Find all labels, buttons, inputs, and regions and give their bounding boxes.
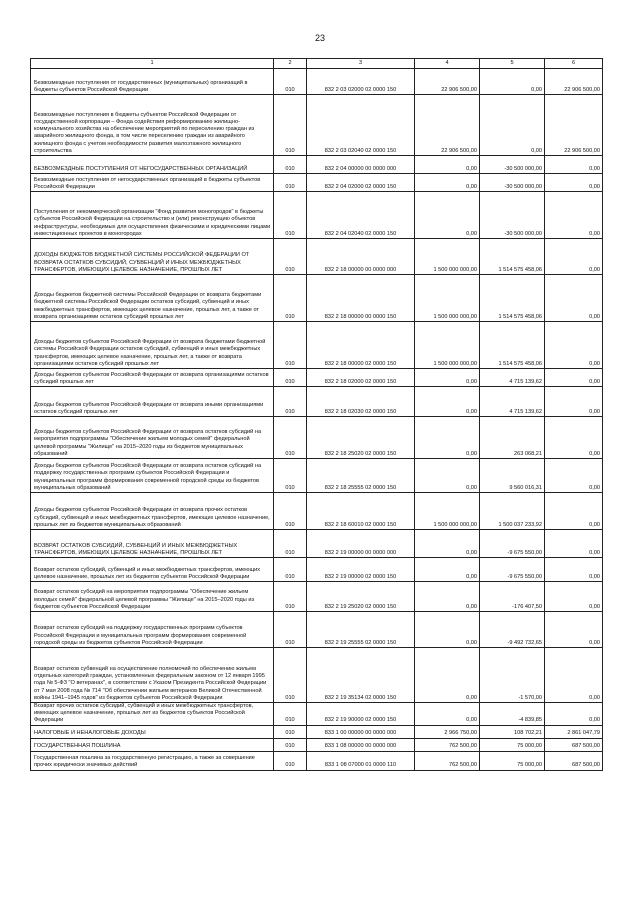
row-budget-code: 832 2 04 02040 02 0000 150 (307, 192, 415, 239)
row-line-code: 010 (274, 192, 307, 239)
row-budget-code: 833 1 08 07000 01 0000 110 (307, 751, 415, 770)
row-budget-code: 832 2 18 02030 02 0000 150 (307, 387, 415, 417)
table-row (31, 369, 603, 387)
row-description: БЕЗВОЗМЕЗДНЫЕ ПОСТУПЛЕНИЯ ОТ НЕГОСУДАРСТВЕННЫХ ОРГАНИЗАЦИЙ (31, 156, 274, 174)
row-executed-amount: 1 500 037 233,92 (480, 493, 545, 530)
row-executed-amount: -30 500 000,00 (480, 174, 545, 192)
table-row (31, 738, 603, 751)
table-row (31, 558, 603, 582)
row-approved-amount: 1 500 000 000,00 (415, 275, 480, 322)
row-approved-amount: 0,00 (415, 612, 480, 648)
row-description: Доходы бюджетов субъектов Российской Федерации от возврата иными организациями остатков субсидий прошлых лет (31, 387, 274, 417)
row-budget-code: 832 2 19 90000 02 0000 150 (307, 703, 415, 726)
row-executed-amount: 75 000,00 (480, 751, 545, 770)
row-approved-amount: 2 966 750,00 (415, 725, 480, 738)
row-executed-amount: 1 514 575 458,06 (480, 275, 545, 322)
row-description: ДОХОДЫ БЮДЖЕТОВ БЮДЖЕТНОЙ СИСТЕМЫ РОССИЙСКОЙ ФЕДЕРАЦИИ ОТ ВОЗВРАТА ОСТАТКОВ СУБСИДИЙ, СУБВЕНЦИЙ И ИНЫХ МЕЖБЮДЖЕТНЫХ ТРАНСФЕРТОВ, ИМЕЮЩИХ ЦЕЛЕВОЕ НАЗНАЧЕНИЕ, ПРОШЛЫХ ЛЕТ (31, 239, 274, 275)
row-approved-amount: 0,00 (415, 530, 480, 558)
row-approved-amount: 22 906 500,00 (415, 69, 480, 95)
row-line-code: 010 (274, 530, 307, 558)
row-line-code: 010 (274, 738, 307, 751)
table-row (31, 530, 603, 558)
table-row (31, 174, 603, 192)
table-row (31, 275, 603, 322)
row-budget-code: 832 2 18 25020 02 0000 150 (307, 417, 415, 459)
row-unexecuted-amount: 0,00 (545, 648, 603, 703)
row-executed-amount: -176 407,50 (480, 582, 545, 612)
table-row (31, 648, 603, 703)
row-unexecuted-amount: 687 500,00 (545, 751, 603, 770)
row-description: Возврат прочих остатков субсидий, субвенций и иных межбюджетных трансфертов, имеющих целевое назначение, прошлых лет из бюджетов субъектов Российской Федерации (31, 703, 274, 726)
row-unexecuted-amount: 0,00 (545, 612, 603, 648)
row-unexecuted-amount: 0,00 (545, 459, 603, 493)
budget-table (30, 58, 603, 771)
row-line-code: 010 (274, 322, 307, 369)
row-executed-amount: 9 560 016,31 (480, 459, 545, 493)
row-description: ГОСУДАРСТВЕННАЯ ПОШЛИНА (31, 738, 274, 751)
row-approved-amount: 0,00 (415, 582, 480, 612)
header-cell: 3 (307, 59, 415, 69)
row-line-code: 010 (274, 417, 307, 459)
table-row (31, 751, 603, 770)
row-line-code: 010 (274, 612, 307, 648)
row-description: Доходы бюджетов бюджетной системы Российской Федерации от возврата бюджетами бюджетной системы Российской Федерации остатков субсидий, субвенций и иных межбюджетных трансфертов, имеющих целевое назначение, прошлых лет, а также от возврата организациями остатков субсидий прошлых лет (31, 275, 274, 322)
row-executed-amount: -4 839,85 (480, 703, 545, 726)
row-unexecuted-amount: 0,00 (545, 493, 603, 530)
row-executed-amount: -9 675 550,00 (480, 558, 545, 582)
row-line-code: 010 (274, 275, 307, 322)
row-approved-amount: 0,00 (415, 558, 480, 582)
row-budget-code: 832 2 18 00000 02 0000 150 (307, 322, 415, 369)
row-executed-amount: -9 675 550,00 (480, 530, 545, 558)
row-approved-amount: 0,00 (415, 459, 480, 493)
row-budget-code: 833 1 08 00000 00 0000 000 (307, 738, 415, 751)
row-description: Возврат остатков субсидий на мероприятия подпрограммы "Обеспечение жильем молодых семей" федеральной целевой программы "Жилище" на 2015–2020 годы из бюджетов субъектов Российской Федерации (31, 582, 274, 612)
row-line-code: 010 (274, 582, 307, 612)
row-description: Безвозмездные поступления от государственных (муниципальных) организаций в бюджеты субъектов Российской Федерации (31, 69, 274, 95)
row-executed-amount: 75 000,00 (480, 738, 545, 751)
row-line-code: 010 (274, 493, 307, 530)
row-description: Возврат остатков субвенций на осуществление полномочий по обеспечению жильем отдельных категорий граждан, установленных федеральным законом от 12 января 1995 года № 5-ФЗ "О ветеранах", в соответствии с Указом Президента Российской Федерации от 7 мая 2008 года № 714 "Об обеспечении жильем ветеранов Великой Отечественной войны 1941–1945 годов" из бюджетов субъектов Российской Федерации (31, 648, 274, 703)
row-unexecuted-amount: 2 861 047,79 (545, 725, 603, 738)
row-approved-amount: 0,00 (415, 417, 480, 459)
row-line-code: 010 (274, 387, 307, 417)
table-row (31, 725, 603, 738)
row-budget-code: 832 2 18 00000 00 0000 150 (307, 275, 415, 322)
row-budget-code: 832 2 19 35134 02 0000 150 (307, 648, 415, 703)
row-unexecuted-amount: 0,00 (545, 369, 603, 387)
row-unexecuted-amount: 687 500,00 (545, 738, 603, 751)
row-approved-amount: 0,00 (415, 192, 480, 239)
row-line-code: 010 (274, 558, 307, 582)
row-executed-amount: -30 500 000,00 (480, 156, 545, 174)
row-budget-code: 832 2 18 00000 00 0000 000 (307, 239, 415, 275)
row-line-code: 010 (274, 459, 307, 493)
row-unexecuted-amount: 0,00 (545, 582, 603, 612)
row-description: Доходы бюджетов субъектов Российской Федерации от возврата остатков субсидий на мероприятия подпрограммы "Обеспечение жильем молодых семей" федеральной целевой программы "Жилище" на 2015–2020 годы из бюджетов муниципальных образований (31, 417, 274, 459)
row-unexecuted-amount: 0,00 (545, 156, 603, 174)
table-row (31, 239, 603, 275)
row-line-code: 010 (274, 369, 307, 387)
table-row (31, 417, 603, 459)
row-line-code: 010 (274, 751, 307, 770)
row-executed-amount: 4 715 139,62 (480, 387, 545, 417)
row-executed-amount: -9 492 732,65 (480, 612, 545, 648)
row-line-code: 010 (274, 725, 307, 738)
row-budget-code: 832 2 18 60010 02 0000 150 (307, 493, 415, 530)
page-number: 23 (314, 33, 325, 43)
row-description: НАЛОГОВЫЕ И НЕНАЛОГОВЫЕ ДОХОДЫ (31, 725, 274, 738)
row-budget-code: 832 2 19 00000 02 0000 150 (307, 558, 415, 582)
table-row (31, 192, 603, 239)
row-description: Безвозмездные поступления от негосударственных организаций в бюджеты субъектов Российской Федерации (31, 174, 274, 192)
row-approved-amount: 0,00 (415, 156, 480, 174)
row-unexecuted-amount: 22 906 500,00 (545, 95, 603, 156)
row-unexecuted-amount: 0,00 (545, 239, 603, 275)
row-unexecuted-amount: 22 906 500,00 (545, 69, 603, 95)
row-budget-code: 832 2 19 25555 02 0000 150 (307, 612, 415, 648)
row-executed-amount: -30 500 000,00 (480, 192, 545, 239)
header-cell: 1 (31, 59, 274, 69)
header-cell: 2 (274, 59, 307, 69)
row-unexecuted-amount: 0,00 (545, 192, 603, 239)
row-budget-code: 832 2 03 02000 02 0000 150 (307, 69, 415, 95)
row-budget-code: 832 2 03 02040 02 0000 150 (307, 95, 415, 156)
row-approved-amount: 1 500 000 000,00 (415, 493, 480, 530)
row-budget-code: 832 2 18 25555 02 0000 150 (307, 459, 415, 493)
row-line-code: 010 (274, 239, 307, 275)
row-unexecuted-amount: 0,00 (545, 417, 603, 459)
table-row (31, 703, 603, 726)
row-approved-amount: 0,00 (415, 648, 480, 703)
row-line-code: 010 (274, 95, 307, 156)
table-row (31, 459, 603, 493)
row-budget-code: 832 2 19 00000 00 0000 000 (307, 530, 415, 558)
header-cell: 6 (545, 59, 603, 69)
row-approved-amount: 22 906 500,00 (415, 95, 480, 156)
row-executed-amount: 1 514 575 458,06 (480, 239, 545, 275)
table-row (31, 493, 603, 530)
row-approved-amount: 1 500 000 000,00 (415, 322, 480, 369)
row-unexecuted-amount: 0,00 (545, 322, 603, 369)
row-line-code: 010 (274, 156, 307, 174)
row-description: Доходы бюджетов субъектов Российской Федерации от возврата организациями остатков субсидий прошлых лет (31, 369, 274, 387)
row-budget-code: 832 2 19 25020 02 0000 150 (307, 582, 415, 612)
row-approved-amount: 762 500,00 (415, 738, 480, 751)
header-cell: 4 (415, 59, 480, 69)
row-unexecuted-amount: 0,00 (545, 558, 603, 582)
row-description: Доходы бюджетов субъектов Российской Федерации от возврата бюджетами бюджетной системы Российской Федерации остатков субсидий, субвенций и иных межбюджетных трансфертов, имеющих целевое назначение, прошлых лет, а также от возврата организациями остатков субсидий прошлых лет (31, 322, 274, 369)
row-description: Государственная пошлина за государственную регистрацию, а также за совершение прочих юридически значимых действий (31, 751, 274, 770)
row-description: Поступления от некоммерческой организации "Фонд развития моногородов" в бюджеты субъектов Российской Федерации на строительство и (или) реконструкцию объектов инфраструктуры, необходимых для осуществления физическими и юридическими лицами инвестиционных проектов в моногородах (31, 192, 274, 239)
table-row (31, 612, 603, 648)
table-row (31, 156, 603, 174)
row-approved-amount: 0,00 (415, 387, 480, 417)
table-row (31, 322, 603, 369)
header-cell: 5 (480, 59, 545, 69)
row-line-code: 010 (274, 69, 307, 95)
row-approved-amount: 0,00 (415, 369, 480, 387)
row-approved-amount: 0,00 (415, 703, 480, 726)
row-unexecuted-amount: 0,00 (545, 703, 603, 726)
row-executed-amount: 0,00 (480, 69, 545, 95)
row-unexecuted-amount: 0,00 (545, 174, 603, 192)
row-description: Возврат остатков субсидий, субвенций и иных межбюджетных трансфертов, имеющих целевое назначение, прошлых лет из бюджетов субъектов Российской Федерации (31, 558, 274, 582)
row-executed-amount: 0,00 (480, 95, 545, 156)
row-executed-amount: 1 514 575 458,06 (480, 322, 545, 369)
row-executed-amount: 4 715 139,62 (480, 369, 545, 387)
row-approved-amount: 762 500,00 (415, 751, 480, 770)
row-budget-code: 833 1 00 00000 00 0000 000 (307, 725, 415, 738)
row-unexecuted-amount: 0,00 (545, 275, 603, 322)
row-line-code: 010 (274, 174, 307, 192)
table-header-row (31, 59, 603, 69)
table-row (31, 387, 603, 417)
row-approved-amount: 0,00 (415, 174, 480, 192)
row-budget-code: 832 2 04 00000 00 0000 000 (307, 156, 415, 174)
row-approved-amount: 1 500 000 000,00 (415, 239, 480, 275)
row-unexecuted-amount: 0,00 (545, 530, 603, 558)
table-row (31, 582, 603, 612)
row-description: Доходы бюджетов субъектов Российской Федерации от возврата остатков субсидий на поддержку государственных программ субъектов Российской Федерации и муниципальных программ формирования современной городской среды из бюджетов муниципальных образований (31, 459, 274, 493)
row-line-code: 010 (274, 703, 307, 726)
row-unexecuted-amount: 0,00 (545, 387, 603, 417)
row-executed-amount: 263 068,21 (480, 417, 545, 459)
table-row (31, 95, 603, 156)
row-description: Доходы бюджетов субъектов Российской Федерации от возврата прочих остатков субсидий, субвенций и иных межбюджетных трансфертов, имеющих целевое назначение, прошлых лет из бюджетов муниципальных образований (31, 493, 274, 530)
row-executed-amount: 108 702,21 (480, 725, 545, 738)
row-budget-code: 832 2 04 02000 02 0000 150 (307, 174, 415, 192)
row-line-code: 010 (274, 648, 307, 703)
table-row (31, 69, 603, 95)
row-budget-code: 832 2 18 02000 02 0000 150 (307, 369, 415, 387)
row-description: Возврат остатков субсидий на поддержку государственных программ субъектов Российской Федерации и муниципальных программ формирования современной городской среды из бюджетов субъектов Российской Федерации (31, 612, 274, 648)
row-description: ВОЗВРАТ ОСТАТКОВ СУБСИДИЙ, СУБВЕНЦИЙ И ИНЫХ МЕЖБЮДЖЕТНЫХ ТРАНСФЕРТОВ, ИМЕЮЩИХ ЦЕЛЕВОЕ НАЗНАЧЕНИЕ, ПРОШЛЫХ ЛЕТ (31, 530, 274, 558)
row-description: Безвозмездные поступления в бюджеты субъектов Российской Федерации от государственной корпорации – Фонда содействия реформированию жилищно-коммунального хозяйства на обеспечение мероприятий по переселению граждан из аварийного жилищного фонда, в том числе переселению граждан из аварийного жилищного фонда с учетом необходимости развития малоэтажного жилищного строительства (31, 95, 274, 156)
row-executed-amount: -1 570,00 (480, 648, 545, 703)
